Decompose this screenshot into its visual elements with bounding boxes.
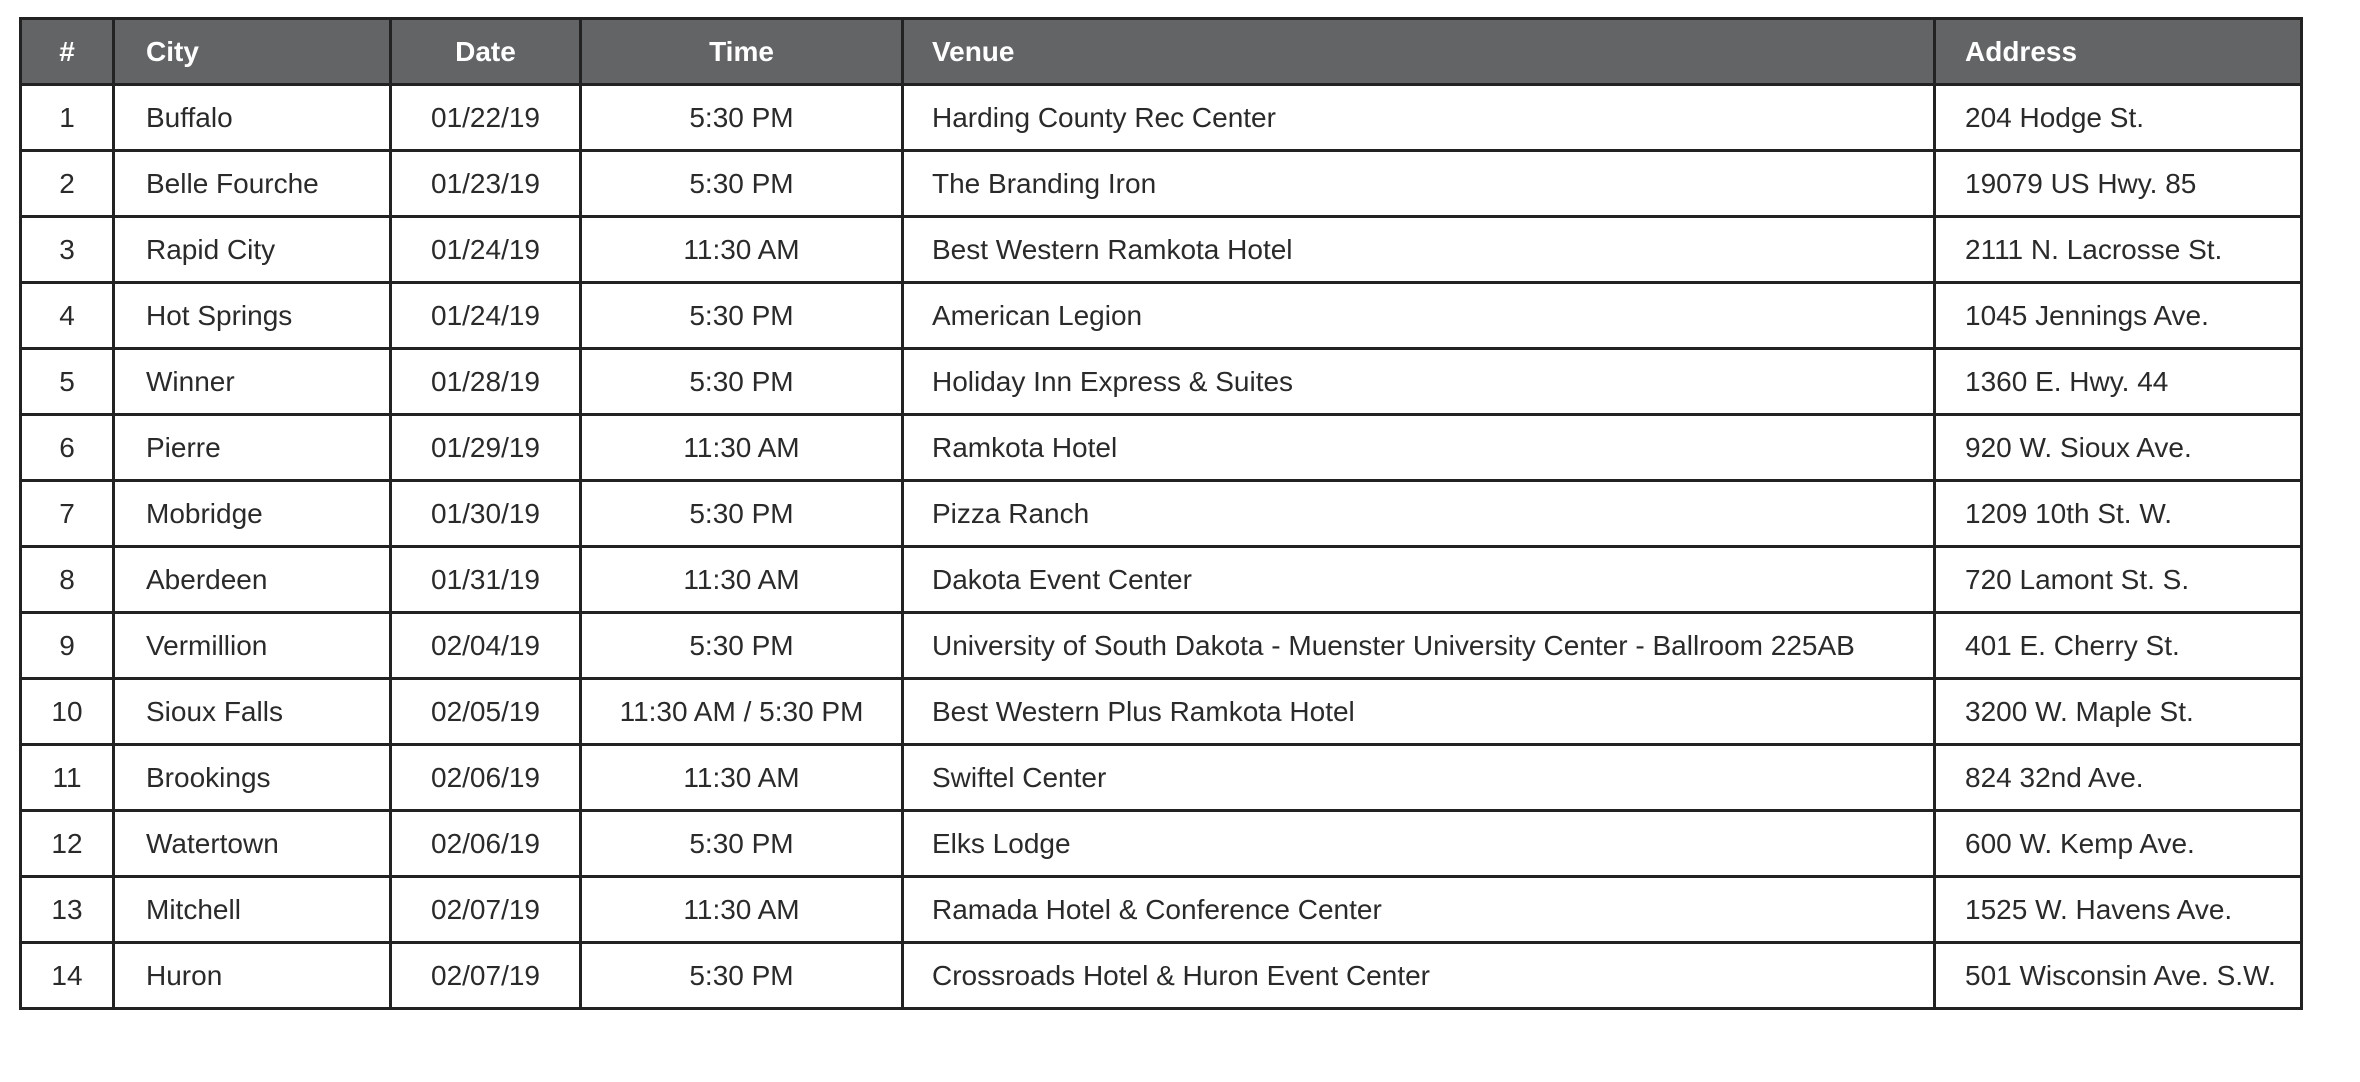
cell-venue: Crossroads Hotel & Huron Event Center <box>903 943 1935 1009</box>
cell-venue: Harding County Rec Center <box>903 85 1935 151</box>
table-row <box>21 481 2302 547</box>
cell-city: Sioux Falls <box>114 679 391 745</box>
table-row <box>21 283 2302 349</box>
cell-date: 02/06/19 <box>391 811 581 877</box>
cell-address: 720 Lamont St. S. <box>1935 547 2302 613</box>
cell-time: 5:30 PM <box>581 85 903 151</box>
cell-num: 2 <box>21 151 114 217</box>
cell-address: 3200 W. Maple St. <box>1935 679 2302 745</box>
cell-time: 5:30 PM <box>581 283 903 349</box>
cell-city: Brookings <box>114 745 391 811</box>
table-row <box>21 547 2302 613</box>
cell-city: Buffalo <box>114 85 391 151</box>
table-row <box>21 679 2302 745</box>
schedule-table <box>19 17 2303 1010</box>
cell-num: 12 <box>21 811 114 877</box>
cell-address: 501 Wisconsin Ave. S.W. <box>1935 943 2302 1009</box>
cell-address: 600 W. Kemp Ave. <box>1935 811 2302 877</box>
cell-num: 3 <box>21 217 114 283</box>
table-body <box>21 85 2302 1009</box>
cell-num: 8 <box>21 547 114 613</box>
cell-time: 11:30 AM / 5:30 PM <box>581 679 903 745</box>
table-row <box>21 613 2302 679</box>
header-address: Address <box>1935 19 2302 85</box>
cell-num: 6 <box>21 415 114 481</box>
cell-address: 1209 10th St. W. <box>1935 481 2302 547</box>
cell-num: 14 <box>21 943 114 1009</box>
cell-city: Hot Springs <box>114 283 391 349</box>
cell-time: 11:30 AM <box>581 745 903 811</box>
cell-time: 5:30 PM <box>581 481 903 547</box>
cell-venue: Dakota Event Center <box>903 547 1935 613</box>
cell-city: Pierre <box>114 415 391 481</box>
cell-venue: Ramada Hotel & Conference Center <box>903 877 1935 943</box>
cell-venue: Elks Lodge <box>903 811 1935 877</box>
cell-date: 01/24/19 <box>391 217 581 283</box>
cell-address: 2111 N. Lacrosse St. <box>1935 217 2302 283</box>
table-row <box>21 151 2302 217</box>
header-venue: Venue <box>903 19 1935 85</box>
cell-time: 11:30 AM <box>581 415 903 481</box>
cell-num: 9 <box>21 613 114 679</box>
cell-date: 01/24/19 <box>391 283 581 349</box>
cell-venue: Best Western Ramkota Hotel <box>903 217 1935 283</box>
cell-date: 02/06/19 <box>391 745 581 811</box>
cell-time: 5:30 PM <box>581 943 903 1009</box>
cell-time: 5:30 PM <box>581 811 903 877</box>
table-row <box>21 745 2302 811</box>
cell-num: 11 <box>21 745 114 811</box>
table-header <box>21 19 2302 85</box>
table-row <box>21 415 2302 481</box>
table-row <box>21 349 2302 415</box>
cell-city: Winner <box>114 349 391 415</box>
cell-time: 11:30 AM <box>581 547 903 613</box>
cell-city: Mitchell <box>114 877 391 943</box>
cell-city: Mobridge <box>114 481 391 547</box>
cell-city: Vermillion <box>114 613 391 679</box>
cell-venue: Ramkota Hotel <box>903 415 1935 481</box>
cell-city: Aberdeen <box>114 547 391 613</box>
header-date: Date <box>391 19 581 85</box>
table-row <box>21 811 2302 877</box>
cell-time: 11:30 AM <box>581 877 903 943</box>
cell-venue: Holiday Inn Express & Suites <box>903 349 1935 415</box>
cell-time: 5:30 PM <box>581 613 903 679</box>
cell-date: 01/28/19 <box>391 349 581 415</box>
header-city: City <box>114 19 391 85</box>
cell-venue: University of South Dakota - Muenster University Center - Ballroom 225AB <box>903 613 1935 679</box>
cell-num: 10 <box>21 679 114 745</box>
cell-date: 02/07/19 <box>391 877 581 943</box>
cell-venue: Best Western Plus Ramkota Hotel <box>903 679 1935 745</box>
cell-date: 01/30/19 <box>391 481 581 547</box>
cell-date: 02/07/19 <box>391 943 581 1009</box>
cell-address: 1360 E. Hwy. 44 <box>1935 349 2302 415</box>
table-row <box>21 877 2302 943</box>
cell-num: 13 <box>21 877 114 943</box>
cell-address: 1525 W. Havens Ave. <box>1935 877 2302 943</box>
cell-num: 7 <box>21 481 114 547</box>
cell-num: 4 <box>21 283 114 349</box>
cell-time: 5:30 PM <box>581 151 903 217</box>
cell-venue: American Legion <box>903 283 1935 349</box>
cell-time: 11:30 AM <box>581 217 903 283</box>
cell-date: 01/29/19 <box>391 415 581 481</box>
cell-date: 01/22/19 <box>391 85 581 151</box>
cell-city: Rapid City <box>114 217 391 283</box>
cell-address: 920 W. Sioux Ave. <box>1935 415 2302 481</box>
cell-venue: The Branding Iron <box>903 151 1935 217</box>
cell-city: Huron <box>114 943 391 1009</box>
cell-address: 1045 Jennings Ave. <box>1935 283 2302 349</box>
cell-num: 5 <box>21 349 114 415</box>
cell-date: 01/23/19 <box>391 151 581 217</box>
cell-address: 19079 US Hwy. 85 <box>1935 151 2302 217</box>
header-num: # <box>21 19 114 85</box>
cell-address: 401 E. Cherry St. <box>1935 613 2302 679</box>
cell-venue: Swiftel Center <box>903 745 1935 811</box>
header-row <box>21 19 2302 85</box>
cell-city: Watertown <box>114 811 391 877</box>
table-row <box>21 217 2302 283</box>
table-row <box>21 85 2302 151</box>
cell-time: 5:30 PM <box>581 349 903 415</box>
cell-date: 02/04/19 <box>391 613 581 679</box>
cell-date: 02/05/19 <box>391 679 581 745</box>
table-row <box>21 943 2302 1009</box>
header-time: Time <box>581 19 903 85</box>
cell-address: 824 32nd Ave. <box>1935 745 2302 811</box>
cell-venue: Pizza Ranch <box>903 481 1935 547</box>
cell-num: 1 <box>21 85 114 151</box>
cell-date: 01/31/19 <box>391 547 581 613</box>
cell-address: 204 Hodge St. <box>1935 85 2302 151</box>
cell-city: Belle Fourche <box>114 151 391 217</box>
